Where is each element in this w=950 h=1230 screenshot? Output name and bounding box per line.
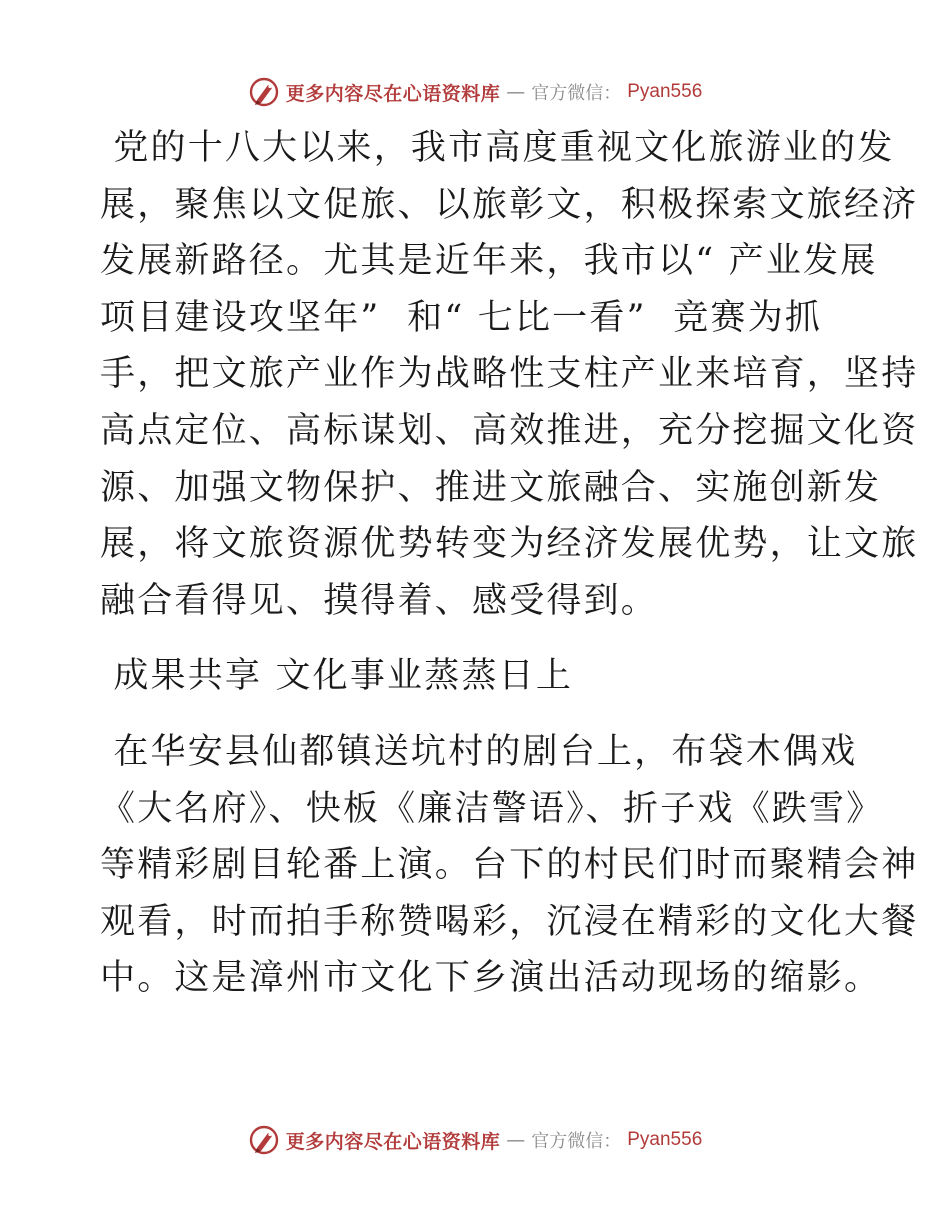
text-line: 党的十八大以来，我市高度重视文化旅游业的发 xyxy=(100,128,895,168)
text-line: 项目建设攻坚年” 和“ 七比一看” 竞赛为抓 xyxy=(100,297,823,338)
text-line: 《大名府》、快板《廉洁警语》、折子戏《跌雪》 xyxy=(100,788,884,829)
text-line: 展，聚焦以文促旅、以旅彰文，积极探索文旅经济 xyxy=(100,184,919,225)
footer-banner xyxy=(0,1120,950,1160)
banner-text: 更多内容尽在心语资料库 xyxy=(285,82,501,105)
heading-line: 成果共享 文化事业蒸蒸日上 xyxy=(100,656,574,697)
banner-wechat-label: 官方微信： xyxy=(531,1131,622,1152)
section-heading xyxy=(100,648,860,705)
header-banner xyxy=(0,72,950,112)
text-line: 在华安县仙都镇送坑村的剧台上，布袋木偶戏 xyxy=(100,731,858,772)
banner-wechat-id: Pyan556 xyxy=(627,81,703,102)
text-line: 源、加强文物保护、推进文旅融合、实施创新发 xyxy=(100,467,882,508)
text-line: 发展新路径。尤其是近年来，我市以“ 产业发展 xyxy=(100,241,878,282)
paragraph-intro xyxy=(100,120,919,629)
text-line: 展，将文旅资源优势转变为经济发展优势，让文旅 xyxy=(100,524,919,565)
text-line: 手，把文旅产业作为战略性支柱产业来培育，坚持 xyxy=(100,354,919,395)
text-line: 等精彩剧目轮番上演。台下的村民们时而聚精会神 xyxy=(100,845,919,886)
paragraph-performance xyxy=(100,724,919,1007)
banner-wechat-id: Pyan556 xyxy=(627,1129,703,1150)
pen-logo-icon xyxy=(248,1124,280,1156)
document-body xyxy=(100,120,919,1007)
text-line: 融合看得见、摸得着、感受得到。 xyxy=(100,580,659,621)
banner-text: 更多内容尽在心语资料库 xyxy=(285,1130,501,1153)
text-line: 中。这是漳州市文化下乡演出活动现场的缩影。 xyxy=(100,958,882,999)
text-line: 观看，时而拍手称赞喝彩，沉浸在精彩的文化大餐 xyxy=(100,901,919,942)
text-line: 高点定位、高标谋划、高效推进，充分挖掘文化资 xyxy=(100,410,919,451)
banner-dash: — xyxy=(506,81,526,103)
banner-wechat-label: 官方微信： xyxy=(531,83,622,104)
pen-logo-icon xyxy=(248,76,280,108)
banner-dash: — xyxy=(506,1129,526,1151)
